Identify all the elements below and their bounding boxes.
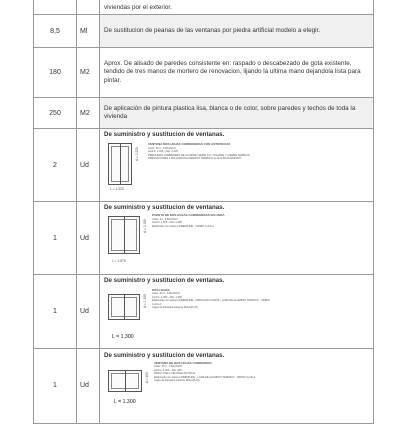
window-drawing	[108, 294, 140, 320]
window-spec: VENTANA DOS HOJAS CORREDERAS CON ANTEPECHO Color: 40 4 - 5 BLANCO Ancho: 1.325 - Alto: 2.225 PERFILERÍA CORREDERA DE ALUMINIO SERIE S.P. VOLANTE Y CIERRE TERMICO PRESTACIONES 1.500 ACRISTALAMIENTO TERMICO 4+12+4 BAJO EMISIVO	[148, 142, 250, 161]
quantity-cell: 1	[34, 275, 77, 348]
table-row	[34, 15, 374, 48]
window-mullion	[120, 144, 121, 184]
width-dimension: L = 1.300	[112, 333, 134, 340]
window-drawing	[108, 143, 132, 185]
window-spec: PUERTA DE DOS HOJAS CORREDERAS EN LINEA Color: 40 - 5 BLANCO Ancho: 1.875 - Alto: 2.180 Elaborado con sistema PREMILINE - VIDRIO 4+16+4	[152, 213, 225, 228]
table-row	[34, 129, 374, 202]
quantity-cell: 2	[34, 129, 77, 202]
height-dimension: A = 2.180	[143, 219, 147, 234]
height-dimension: A = 1.300	[143, 293, 147, 308]
table-row	[34, 98, 374, 129]
description-cell: De sustitucion de peanas de las ventanas por piedra artificial modelo a elegir.	[100, 15, 374, 48]
width-dimension: L = 1.300	[114, 398, 136, 405]
table-row	[34, 275, 374, 348]
height-dimension: A = 900	[145, 371, 149, 383]
description-cell: De aplicación de pintura plastica lisa, blanca o de color, sobre paredes y techos de toda la vivienda	[100, 98, 374, 129]
description-cell	[100, 129, 374, 202]
unit-cell: M2	[77, 48, 100, 98]
width-dimension: L = 1.325	[110, 187, 124, 192]
quantity-cell: 1	[34, 202, 77, 275]
table-row	[34, 48, 374, 98]
description-cell	[100, 275, 374, 348]
window-drawing	[108, 370, 142, 392]
window-figure	[104, 214, 369, 272]
width-dimension: L = 1.875	[112, 259, 126, 264]
budget-table	[33, 0, 374, 424]
description-cell	[100, 348, 374, 423]
unit-cell: Ml	[77, 15, 100, 48]
description-cell	[100, 202, 374, 275]
window-mullion	[124, 295, 125, 319]
unit-cell: Ud	[77, 129, 100, 202]
table-row	[34, 348, 374, 423]
height-dimension: A = 2.225	[135, 147, 139, 162]
unit-cell: Ud	[77, 348, 100, 423]
window-title: De suministro y sustitucion de ventanas.	[104, 131, 225, 138]
window-mullion	[124, 217, 125, 253]
quantity-cell	[34, 0, 77, 15]
window-title: De suministro y sustitucion de ventanas.	[104, 277, 225, 285]
unit-cell	[77, 0, 100, 15]
window-spec: VENTANA DE DOS HOJAS CORREDERA Color: 40 4 - 5 BLANCO Ancho: 1.300 - Alto: 900 PARA LUNA A VENTANA ANTIGUA Elaborado con sistema PREMILINE - LAMA DE ALUMINIO TERMICO - VIDRIO 4+16+4 Cajon de Persiana sistema ROLAPLUS	[154, 360, 256, 383]
quantity-cell: 250	[34, 98, 77, 129]
window-title: De suministro y sustitucion de ventanas.	[104, 351, 225, 359]
quantity-cell: 8,5	[34, 15, 77, 48]
table-row	[34, 0, 374, 15]
window-figure	[104, 288, 369, 346]
window-drawing	[108, 216, 140, 254]
window-mullion	[125, 371, 126, 391]
quantity-cell: 1	[34, 348, 77, 423]
window-spec: DOS HOJAS Color: 40 4 - 5 BLANCO Ancho: 1.300 - Alto: 1.300 Elaborado con sistema PREMILINE - ONDULADA CORTE - LAMA DE ALUMINIO TERMICO - VIDRIO 4+16+4 Cajon de Persiana sistema ROLAPLUS	[152, 287, 270, 310]
description-cell: viviendas por el exterior.	[100, 0, 374, 15]
unit-cell: M2	[77, 98, 100, 129]
window-figure	[104, 362, 369, 420]
description-cell: Aprox. De alisado de paredes consistente en: raspado o descabezado de gota existente, tendido de tres manos de mortero de renovacion, lijando la ultima mano dejandola lista para pintar.	[100, 48, 374, 98]
unit-cell: Ud	[77, 202, 100, 275]
window-title: De suministro y sustitucion de ventanas.	[104, 204, 225, 212]
quantity-cell: 180	[34, 48, 77, 98]
unit-cell: Ud	[77, 275, 100, 348]
table-row	[34, 202, 374, 275]
window-figure	[104, 141, 369, 199]
